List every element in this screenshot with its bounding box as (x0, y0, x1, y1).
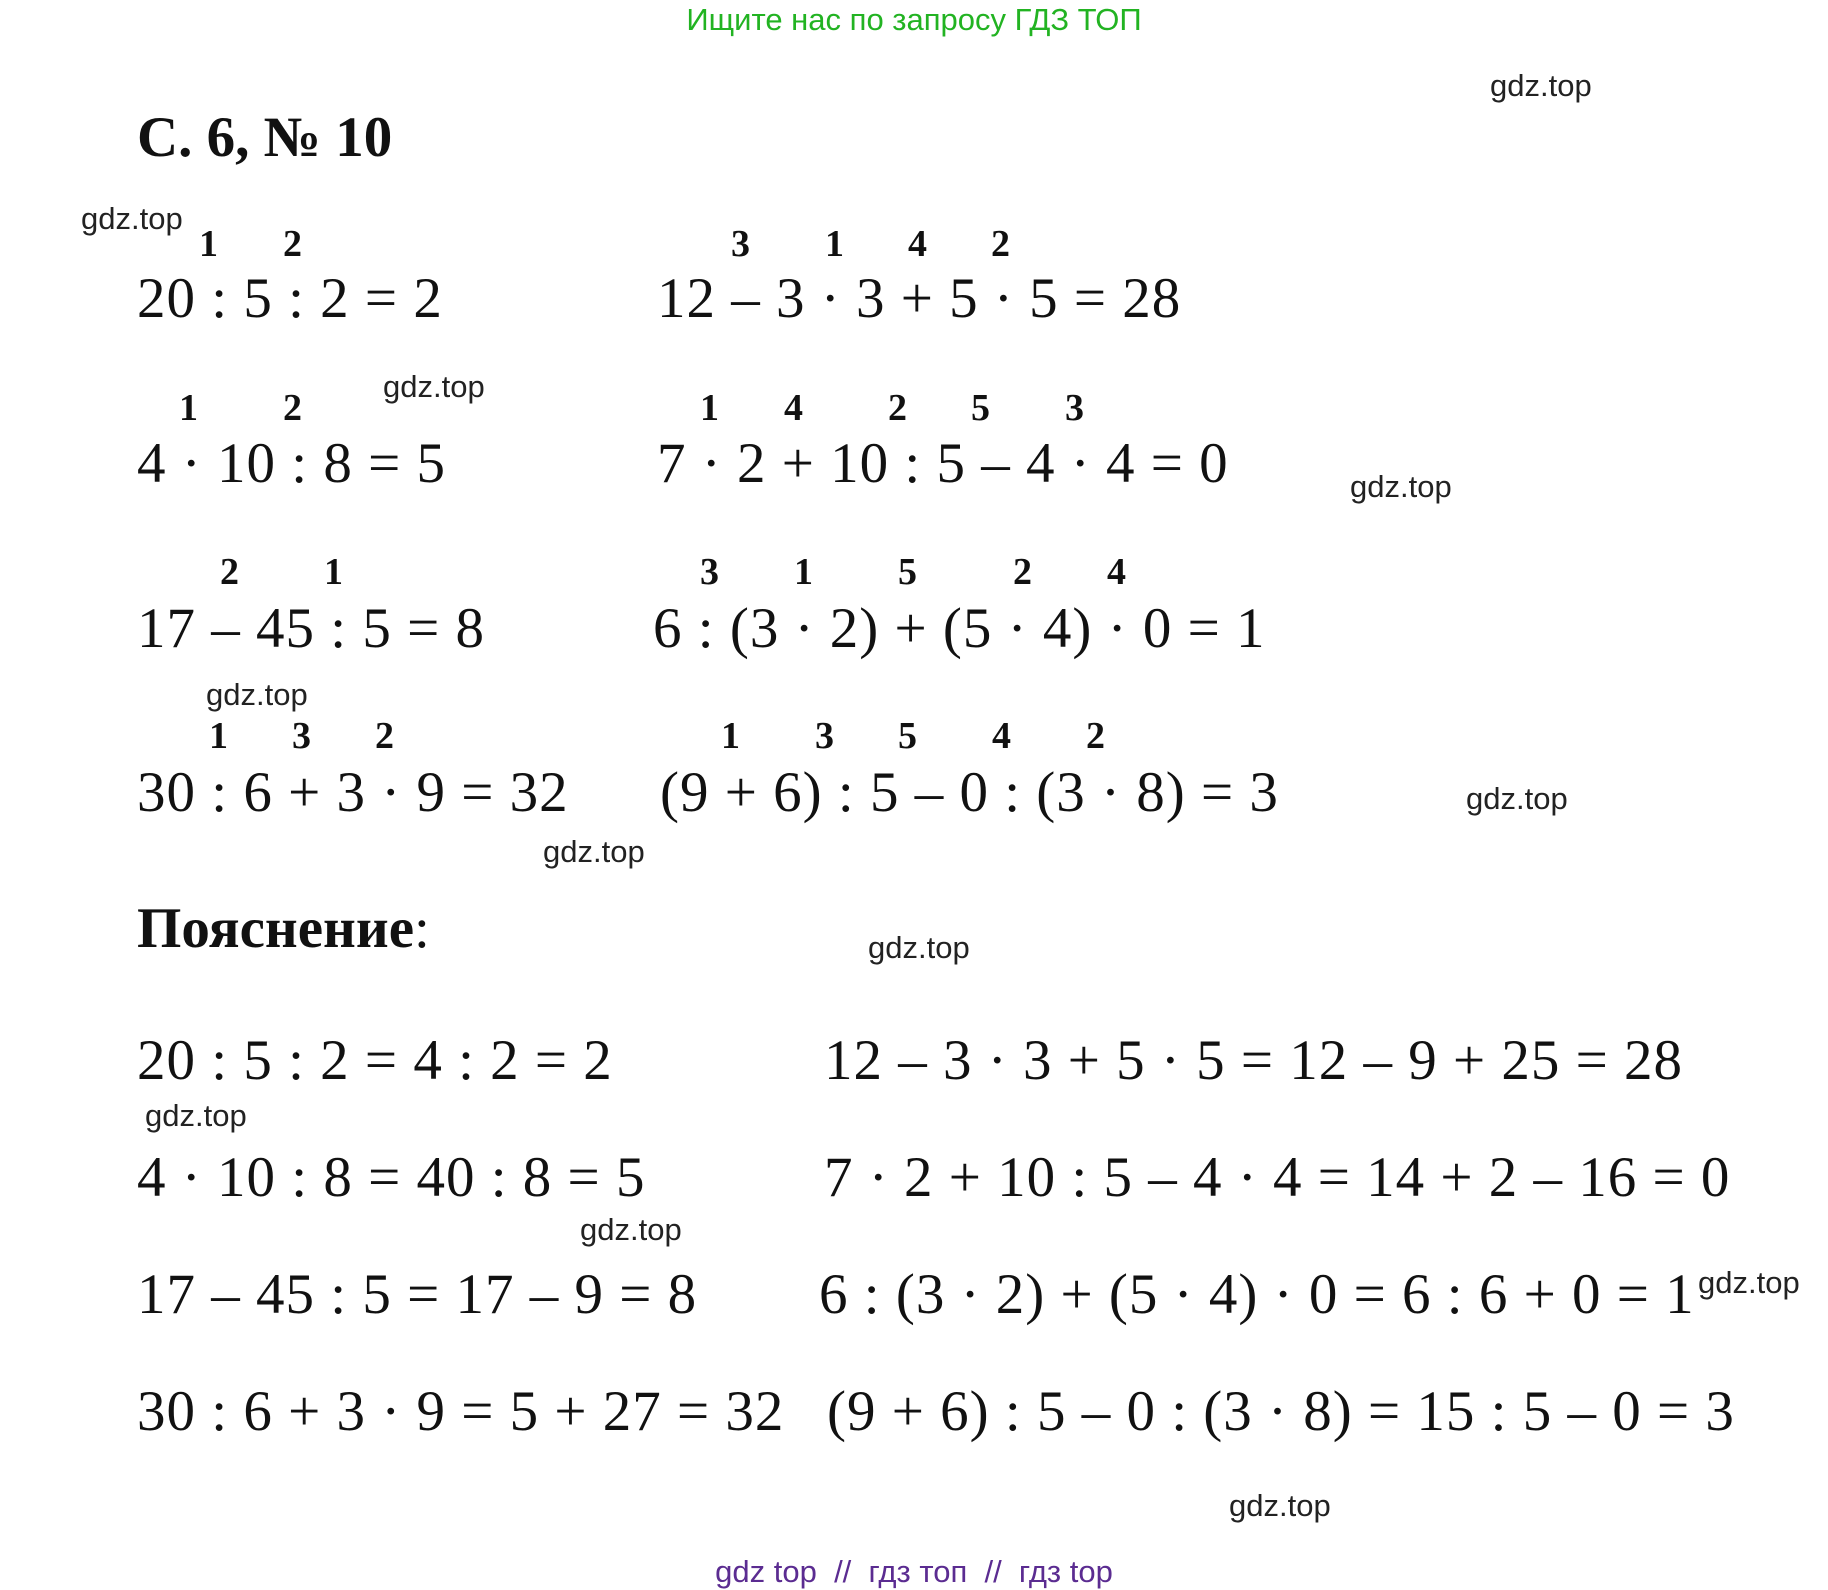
watermark: gdz.top (1490, 68, 1592, 103)
watermark: gdz.top (580, 1212, 682, 1247)
order-number: 4 (1107, 551, 1126, 593)
explanation-expression: 30 : 6 + 3 · 9 = 5 + 27 = 32 (137, 1380, 785, 1443)
order-number: 5 (898, 715, 917, 757)
order-number: 4 (908, 223, 927, 265)
explanation-expression: 7 · 2 + 10 : 5 – 4 · 4 = 14 + 2 – 16 = 0 (824, 1146, 1731, 1209)
order-number: 5 (898, 551, 917, 593)
order-number: 2 (991, 223, 1010, 265)
explanation-heading-text: Пояснение (137, 897, 415, 960)
footer-links: gdz top // гдз топ // гдз top (715, 1554, 1113, 1589)
order-number: 3 (731, 223, 750, 265)
watermark: gdz.top (81, 201, 183, 236)
watermark: gdz.top (868, 930, 970, 965)
order-number: 1 (179, 387, 198, 429)
task-expression: (9 + 6) : 5 – 0 : (3 · 8) = 3 (660, 761, 1279, 824)
watermark: gdz.top (1229, 1488, 1331, 1523)
order-number: 2 (1013, 551, 1032, 593)
order-number: 1 (721, 715, 740, 757)
order-number: 3 (700, 551, 719, 593)
order-number: 3 (1065, 387, 1084, 429)
task-expression: 7 · 2 + 10 : 5 – 4 · 4 = 0 (657, 432, 1229, 495)
order-number: 2 (283, 387, 302, 429)
order-number: 2 (888, 387, 907, 429)
explanation-expression: 6 : (3 · 2) + (5 · 4) · 0 = 6 : 6 + 0 = 1 (819, 1263, 1695, 1326)
watermark: gdz.top (206, 677, 308, 712)
watermark: gdz.top (1466, 781, 1568, 816)
task-expression: 6 : (3 · 2) + (5 · 4) · 0 = 1 (653, 597, 1266, 660)
order-number: 3 (815, 715, 834, 757)
site-banner: Ищите нас по запросу ГДЗ ТОП (686, 2, 1142, 37)
page-title: С. 6, № 10 (137, 106, 393, 169)
watermark: gdz.top (543, 834, 645, 869)
order-number: 1 (199, 223, 218, 265)
order-number: 2 (283, 223, 302, 265)
explanation-expression: 20 : 5 : 2 = 4 : 2 = 2 (137, 1029, 613, 1092)
explanation-expression: 12 – 3 · 3 + 5 · 5 = 12 – 9 + 25 = 28 (824, 1029, 1684, 1092)
watermark: gdz.top (145, 1098, 247, 1133)
watermark: gdz.top (383, 369, 485, 404)
order-number: 2 (1086, 715, 1105, 757)
task-expression: 20 : 5 : 2 = 2 (137, 267, 443, 330)
task-expression: 17 – 45 : 5 = 8 (137, 597, 485, 660)
explanation-expression: (9 + 6) : 5 – 0 : (3 · 8) = 15 : 5 – 0 = 3 (827, 1380, 1735, 1443)
order-number: 5 (971, 387, 990, 429)
order-number: 4 (784, 387, 803, 429)
order-number: 1 (794, 551, 813, 593)
watermark: gdz.top (1698, 1265, 1800, 1300)
task-expression: 4 · 10 : 8 = 5 (137, 432, 446, 495)
order-number: 1 (324, 551, 343, 593)
order-number: 4 (992, 715, 1011, 757)
explanation-expression: 17 – 45 : 5 = 17 – 9 = 8 (137, 1263, 698, 1326)
task-expression: 30 : 6 + 3 · 9 = 32 (137, 761, 569, 824)
order-number: 3 (292, 715, 311, 757)
order-number: 2 (220, 551, 239, 593)
explanation-heading-colon: : (414, 897, 430, 960)
task-expression: 12 – 3 · 3 + 5 · 5 = 28 (657, 267, 1182, 330)
order-number: 1 (700, 387, 719, 429)
order-number: 1 (209, 715, 228, 757)
order-number: 2 (375, 715, 394, 757)
watermark: gdz.top (1350, 469, 1452, 504)
order-number: 1 (825, 223, 844, 265)
explanation-heading (137, 896, 430, 961)
explanation-expression: 4 · 10 : 8 = 40 : 8 = 5 (137, 1146, 646, 1209)
